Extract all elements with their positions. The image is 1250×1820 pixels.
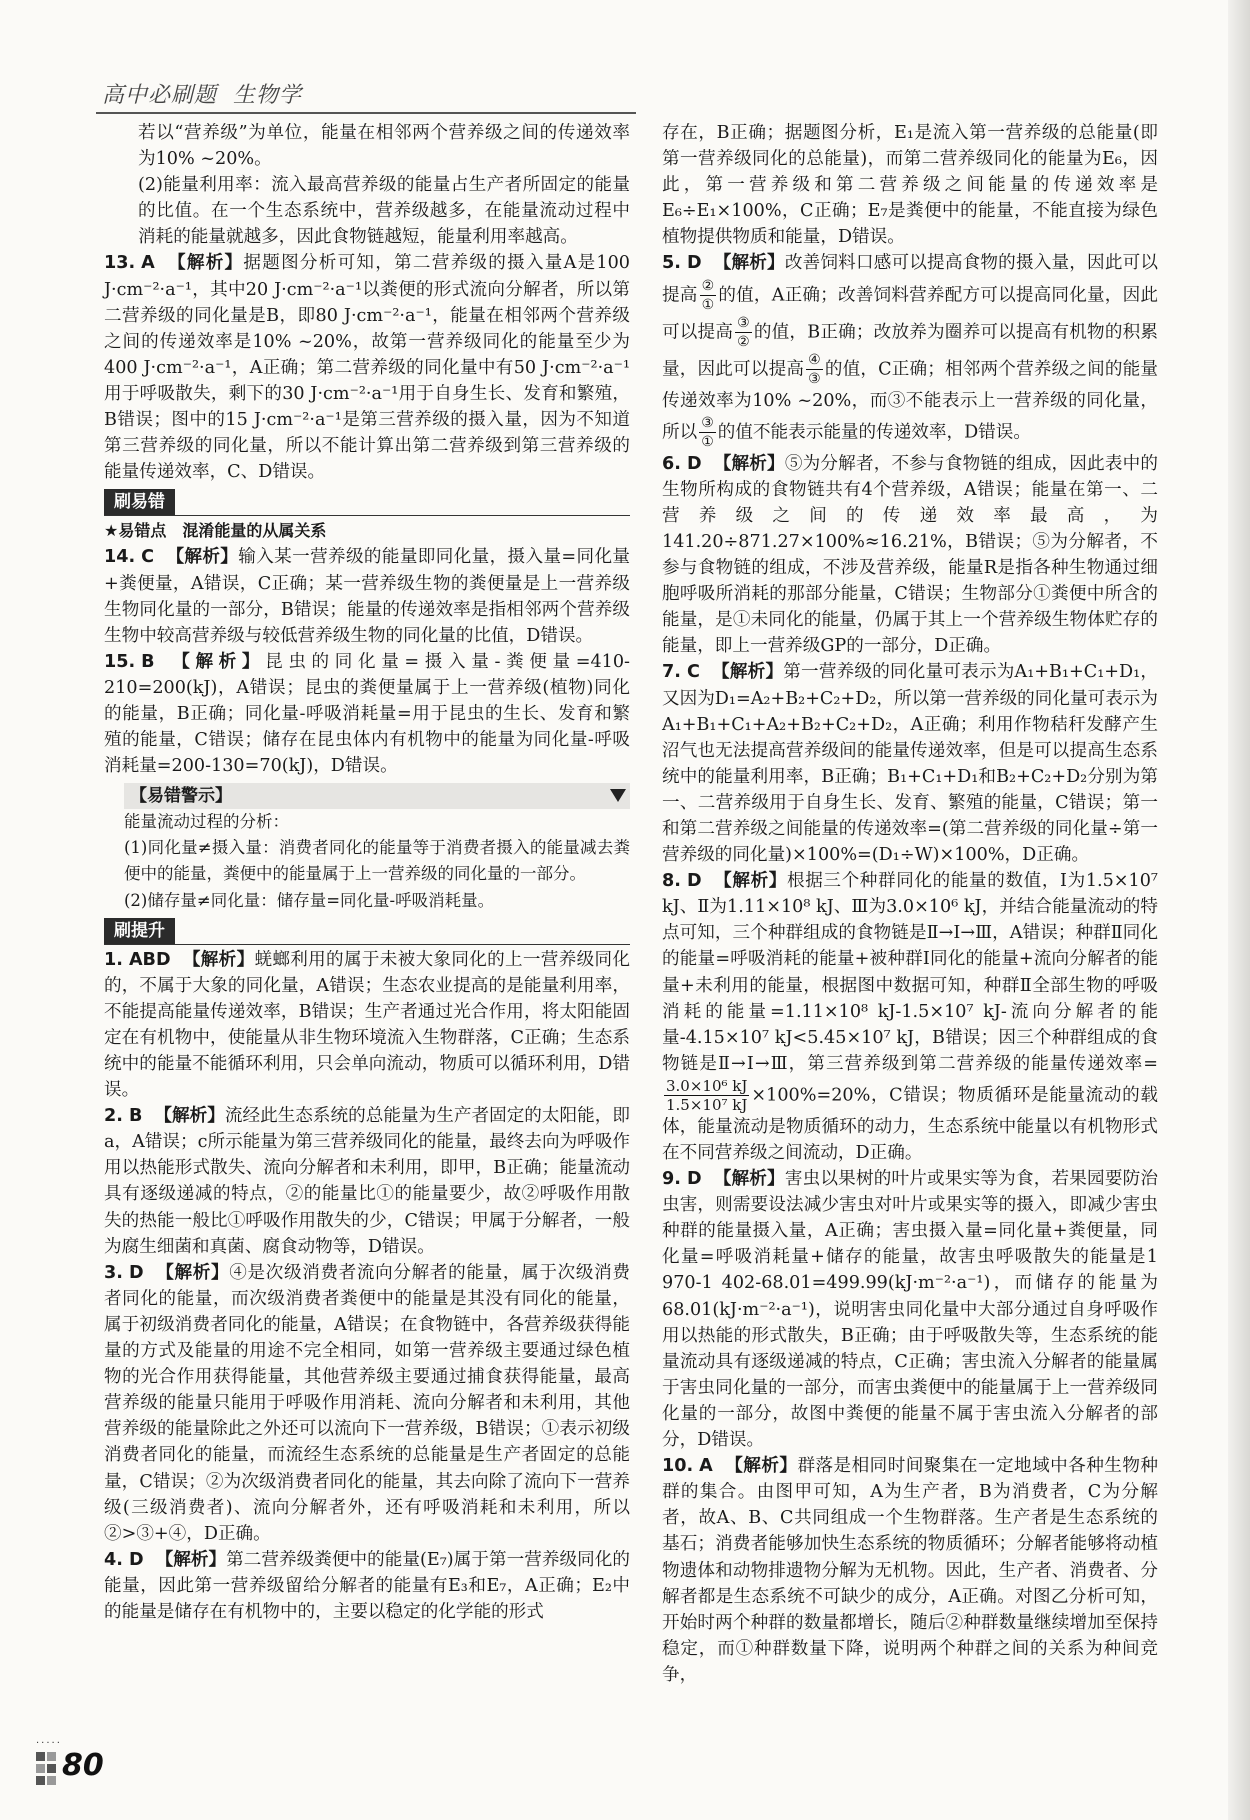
analysis-text: ④是次级消费者流向分解者的能量，属于次级消费者同化的能量，而次级消费者粪便中的能量是其没有同化的能量，属于初级消费者同化的能量，A错误；在食物链中，各营养级获得能量的方式及能量的用途不完全相同，如第一营养级主要通过绿色植物的光合作用获得能量，其他营养级主要通过捕食获得能量，最高营养级的能量只能用于呼吸作用消耗、流向分解者和未利用，其他营养级的能量除此之外还可以流向下一营养级，B错误；①表示初级消费者同化的能量，而流经生态系统的总能量是生产者固定的总能量，C错误；②为次级消费者同化的能量，其去向除了流向下一营养级(三级消费者)、流向分解者外，还有呼吸消耗和未利用，所以②>③+④，D正确。 xyxy=(104,1262,630,1544)
fraction xyxy=(700,277,717,314)
warning-line: 能量流动过程的分析： xyxy=(124,812,289,832)
answer-6 xyxy=(662,451,1158,660)
question-number: 5. xyxy=(662,253,681,274)
header-subject: 生物学 xyxy=(233,83,303,108)
fraction-denominator: ① xyxy=(701,296,715,313)
page-gutter-shadow xyxy=(1228,0,1250,1820)
analysis-text: 的值不能表示能量的传递效率，D错误。 xyxy=(717,422,1031,443)
answer-letter: D xyxy=(686,1169,702,1190)
warning-label: 【易错警示】 xyxy=(130,786,232,807)
continued-paragraph: 存在，B正确；据题图分析，E₁是流入第一营养级的总能量(即第一营养级同化的总能量)，而第二营养级同化的能量为E₆，因此，第一营养级和第二营养级之间能量的传递效率是E₆÷E₁×100%，C正确；E₇是粪便中的能量，不能直接为绿色植物提供物质和能量，D错误。 xyxy=(662,123,1158,248)
analysis-tag: 【解析】 xyxy=(724,1456,798,1477)
analysis-text: 的值，B正确；改放养为圈养可以提高有机物的积累量，因此可以提高 xyxy=(662,322,1158,380)
right-column xyxy=(662,120,1158,1688)
analysis-text: 改善饲料口感可以提高食物的摄入量，因此可以提高 xyxy=(662,253,1158,306)
answer-4 xyxy=(104,1547,630,1625)
analysis-text: 昆虫的同化量=摄入量-粪便量=410-210=200(kJ)，A错误；昆虫的粪便量属于上一营养级(植物)同化的能量，B正确；同化量-呼吸消耗量=用于昆虫的生长、发育和繁殖的能量，C错误；储存在昆虫体内有机物中的能量为同化量-呼吸消耗量=200-130=70(kJ)，D错误。 xyxy=(104,651,630,777)
analysis-text: 害虫以果树的叶片或果实等为食，若果园要防治虫害，则需要设法减少害虫对叶片或果实等的摄入，即减少害虫种群的能量摄入量，A正确；害虫摄入量=同化量+粪便量，同化量=呼吸消耗量+储存的能量，故害虫呼吸散失的能量是1 970-1 402-68.01=499.99(kJ·m⁻²·a⁻¹)，而储存的能量为68.01(kJ·m⁻²·a⁻¹)，说明害虫同化量中大部分通过自身呼吸作用以热能的形式散失，B正确；由于呼吸散失等，生态系统的能量流动具有逐级递减的特点，C正确；害虫流入分解者的能量属于害虫同化量的一部分，而害虫粪便中的能量属于上一营养级同化量的一部分，故图中粪便的能量不属于害虫流入分解者的部分，D错误。 xyxy=(662,1169,1158,1451)
answer-5 xyxy=(662,250,1158,450)
answer-15 xyxy=(104,649,630,779)
analysis-text: ⑤为分解者，不参与食物链的组成，因此表中的生物所构成的食物链共有4个营养级，A错误；能量在第一、二营养级之间的传递效率最高，为141.20÷871.27×100%≈16.21%，B错误；⑤为分解者，不参与食物链的组成，不涉及营养级，能量R是指各种生物通过细胞呼吸所消耗的那部分能量，C错误；生物部分①粪便中所含的能量，是①未同化的能量，仍属于其上一个营养级生物体贮存的能量，即上一营养级GP的一部分，D正确。 xyxy=(662,453,1158,657)
answer-letter: B xyxy=(128,1106,143,1127)
answer-9 xyxy=(662,1166,1158,1453)
answer-letter: D xyxy=(686,453,702,474)
answer-letter: D xyxy=(128,1262,144,1283)
question-number: 2. xyxy=(104,1106,123,1127)
answer-letter: D xyxy=(686,253,702,274)
analysis-tag: 【解析】 xyxy=(155,1549,227,1570)
left-column xyxy=(104,120,630,1625)
section-label: 刷提升 xyxy=(104,918,175,944)
answer-letter: D xyxy=(686,871,702,892)
analysis-tag: 【解析】 xyxy=(166,253,244,274)
fraction-denominator: 1.5×10⁷ kJ xyxy=(666,1095,748,1114)
analysis-text: ×100%=20%，C错误；物质循环是能量流动的载体，能量流动是物质循环的动力，生态系统中能量以有机物形式在不同营养级之间流动，D正确。 xyxy=(662,1085,1158,1163)
analysis-tag: 【解析】 xyxy=(713,253,785,274)
fraction-numerator: 3.0×10⁶ kJ xyxy=(666,1076,748,1095)
question-number: 3. xyxy=(104,1262,123,1283)
fraction-denominator: ② xyxy=(737,333,750,350)
answer-8 xyxy=(662,868,1158,1166)
answer-letter: C xyxy=(141,547,155,568)
question-number: 13. xyxy=(104,253,136,274)
page-number-dots: ····· xyxy=(36,1738,62,1749)
page-number: 80 xyxy=(62,1748,104,1783)
answer-14 xyxy=(104,544,630,648)
triangle-down-icon xyxy=(610,789,626,802)
error-point-heading: ★易错点 混淆能量的从属关系 xyxy=(104,521,327,541)
question-number: 1. xyxy=(104,949,123,970)
fraction-denominator: ③ xyxy=(808,370,821,387)
answer-letter: A xyxy=(699,1456,713,1477)
analysis-text: 第一营养级的同化量可表示为A₁+B₁+C₁+D₁，又因为D₁=A₂+B₂+C₂+D₂，所以第一营养级的同化量可表示为A₁+B₁+C₁+A₂+B₂+C₂+D₂，A正确；利用作物秸秆发酵产生沼气也无法提高营养级间的能量传递效率，但是可以提高生态系统中的能量利用率，B正确；B₁+C₁+D₁和B₂+C₂+D₂分别为第一、二营养级用于自身生长、发育、繁殖的能量，C错误；第一和第二营养级之间能量的传递效率=(第二营养级的同化量÷第一营养级的同化量)×100%=(D₁÷W)×100%，D正确。 xyxy=(662,662,1158,866)
fraction xyxy=(699,414,716,451)
analysis-tag: 【解析】 xyxy=(154,1106,225,1127)
section-bar-tisheng xyxy=(104,918,630,945)
section-label: 刷易错 xyxy=(104,489,175,515)
fraction-denominator: ① xyxy=(701,433,714,450)
analysis-text: 据题图分析可知，第二营养级的摄入量A是100 J·cm⁻²·a⁻¹，其中20 J·cm⁻²·a⁻¹以粪便的形式流向分解者，所以第二营养级的同化量是B，即80 J·cm⁻²·a⁻¹，能量在相邻两个营养级之间的传递效率是10% ~20%，故第一营养级同化的能量至少为400 J·cm⁻²·a⁻¹，A正确；第二营养级的同化量中有50 J·cm⁻²·a⁻¹用于呼吸散失，剩下的30 J·cm⁻²·a⁻¹用于自身生长、发育和繁殖，B错误；图中的15 J·cm⁻²·a⁻¹是第三营养级的摄入量，因为不知道第三营养级的同化量，所以不能计算出第二营养级到第三营养级的能量传递效率，C、D错误。 xyxy=(104,253,630,483)
fraction xyxy=(806,351,823,388)
warning-body xyxy=(104,809,630,913)
answer-7 xyxy=(662,659,1158,868)
analysis-tag: 【解析】 xyxy=(155,1262,230,1283)
analysis-text: 的值，A正确；改善饲料营养配方可以提高同化量，因此可以提高 xyxy=(662,285,1158,343)
analysis-tag: 【解析】 xyxy=(166,547,239,568)
answer-letter: ABD xyxy=(128,949,171,970)
answer-3 xyxy=(104,1260,630,1547)
warning-line: (1)同化量≠摄入量：消费者同化的能量等于消费者摄入的能量减去粪便中的能量，粪便中的能量属于上一营养级的同化量的一部分。 xyxy=(124,838,630,884)
analysis-text: 根据三个种群同化的能量的数值，Ⅰ为1.5×10⁷ kJ、Ⅱ为1.11×10⁸ kJ、Ⅲ为3.0×10⁶ kJ，并结合能量流动的特点可知，三个种群组成的食物链是Ⅱ→Ⅰ→Ⅲ，A错误；种群Ⅱ同化的能量=呼吸消耗的能量+被种群Ⅰ同化的能量+流向分解者的能量+未利用的能量，根据图中数据可知，种群Ⅱ全部生物的呼吸消耗的能量=1.11×10⁸ kJ-1.5×10⁷ kJ-流向分解者的能量-4.15×10⁷ kJ<5.45×10⁷ kJ，B错误；因三个种群组成的食物链是Ⅱ→Ⅰ→Ⅲ，第三营养级到第二营养级的能量传递效率= xyxy=(662,871,1158,1074)
page-number-decoration xyxy=(36,1748,56,1794)
intro-paragraph: 若以“营养级”为单位，能量在相邻两个营养级之间的传递效率为10% ~20%。 xyxy=(138,123,630,170)
answer-letter: D xyxy=(128,1549,144,1570)
energy-use-paragraph: (2)能量利用率：流入最高营养级的能量占生产者所固定的能量的比值。在一个生态系统中，营养级越多，在能量流动过程中消耗的能量就越多，因此食物链越短，能量利用率越高。 xyxy=(138,175,630,248)
analysis-tag: 【解析】 xyxy=(713,1169,785,1190)
question-number: 7. xyxy=(662,662,681,683)
analysis-tag: 【解析】 xyxy=(166,651,266,672)
fraction-numerator: ② xyxy=(701,277,715,294)
answer-13 xyxy=(104,250,630,485)
analysis-tag: 【解析】 xyxy=(713,871,787,892)
answer-letter: B xyxy=(141,651,155,672)
answer-letter: A xyxy=(141,253,155,274)
question-number: 10. xyxy=(662,1456,694,1477)
fraction-numerator: ③ xyxy=(737,314,750,331)
header-title: 高中必刷题 xyxy=(102,83,218,108)
analysis-tag: 【解析】 xyxy=(182,949,255,970)
fraction xyxy=(735,314,752,351)
question-number: 8. xyxy=(662,871,681,892)
fraction-numerator: ③ xyxy=(701,414,714,431)
page-header xyxy=(102,78,302,109)
question-number: 4. xyxy=(104,1549,123,1570)
analysis-tag: 【解析】 xyxy=(711,662,784,683)
question-number: 14. xyxy=(104,547,136,568)
answer-letter: C xyxy=(686,662,700,683)
warning-line: (2)储存量≠同化量：储存量=同化量-呼吸消耗量。 xyxy=(124,890,495,910)
analysis-text: 第二营养级粪便中的能量(E₇)属于第一营养级同化的能量，因此第一营养级留给分解者的能量有E₃和E₇，A正确；E₂中的能量是储存在有机物中的，主要以稳定的化学能的形式 xyxy=(104,1549,630,1622)
answer-10 xyxy=(662,1453,1158,1688)
fraction xyxy=(664,1077,749,1114)
question-number: 15. xyxy=(104,651,136,672)
error-warning-box xyxy=(124,783,630,809)
analysis-text: 流经此生态系统的总能量为生产者固定的太阳能，即a，A错误；c所示能量为第三营养级同化的能量，最终去向为呼吸作用以热能形式散失、流向分解者和未利用，即甲，B正确；能量流动具有逐级递减的特点，②的能量比①的能量要少，故②呼吸作用散失的热能一般比①呼吸作用散失的少，C错误；甲属于分解者，一般为腐生细菌和真菌、腐食动物等，D错误。 xyxy=(104,1106,630,1257)
answer-1 xyxy=(104,947,630,1104)
section-bar-yicuo xyxy=(104,489,630,516)
analysis-text: 群落是相同时间聚集在一定地域中各种生物种群的集合。由图甲可知，A为生产者，B为消费者，C为分解者，故A、B、C共同组成一个生物群落。生产者是生态系统的基石；消费者能够加快生态系统的物质循环；分解者能够将动植物遗体和动物排遗物分解为无机物。因此，生产者、消费者、分解者都是生态系统不可缺少的成分，A正确。对图乙分析可知，开始时两个种群的数量都增长，随后②种群数量继续增加至保持稳定，而①种群数量下降，说明两个种群之间的关系为种间竞争， xyxy=(662,1456,1158,1685)
question-number: 6. xyxy=(662,453,681,474)
fraction-numerator: ④ xyxy=(808,351,821,368)
header-rule xyxy=(96,112,636,114)
analysis-tag: 【解析】 xyxy=(713,453,785,474)
question-number: 9. xyxy=(662,1169,681,1190)
analysis-text: 蜣螂利用的属于未被大象同化的上一营养级同化的，不属于大象的同化量，A错误；生态农业提高的是能量利用率，不能提高能量传递效率，B错误；生产者通过光合作用，将太阳能固定在有机物中，使能量从非生物环境流入生物群落，C正确；生态系统中的能量不能循环利用，只会单向流动，物质可以循环利用，D错误。 xyxy=(104,949,630,1101)
analysis-text: 的值，C正确；相邻两个营养级之间的能量传递效率为10% ~20%，而③不能表示上一营养级的同化量，所以 xyxy=(662,359,1158,443)
answer-2 xyxy=(104,1103,630,1260)
analysis-text: 输入某一营养级的能量即同化量，摄入量=同化量+粪便量，A错误，C正确；某一营养级生物的粪便量是上一营养级生物同化量的一部分，B错误；能量的传递效率是指相邻两个营养级生物中较高营养级与较低营养级生物的同化量的比值，D错误。 xyxy=(104,547,630,646)
